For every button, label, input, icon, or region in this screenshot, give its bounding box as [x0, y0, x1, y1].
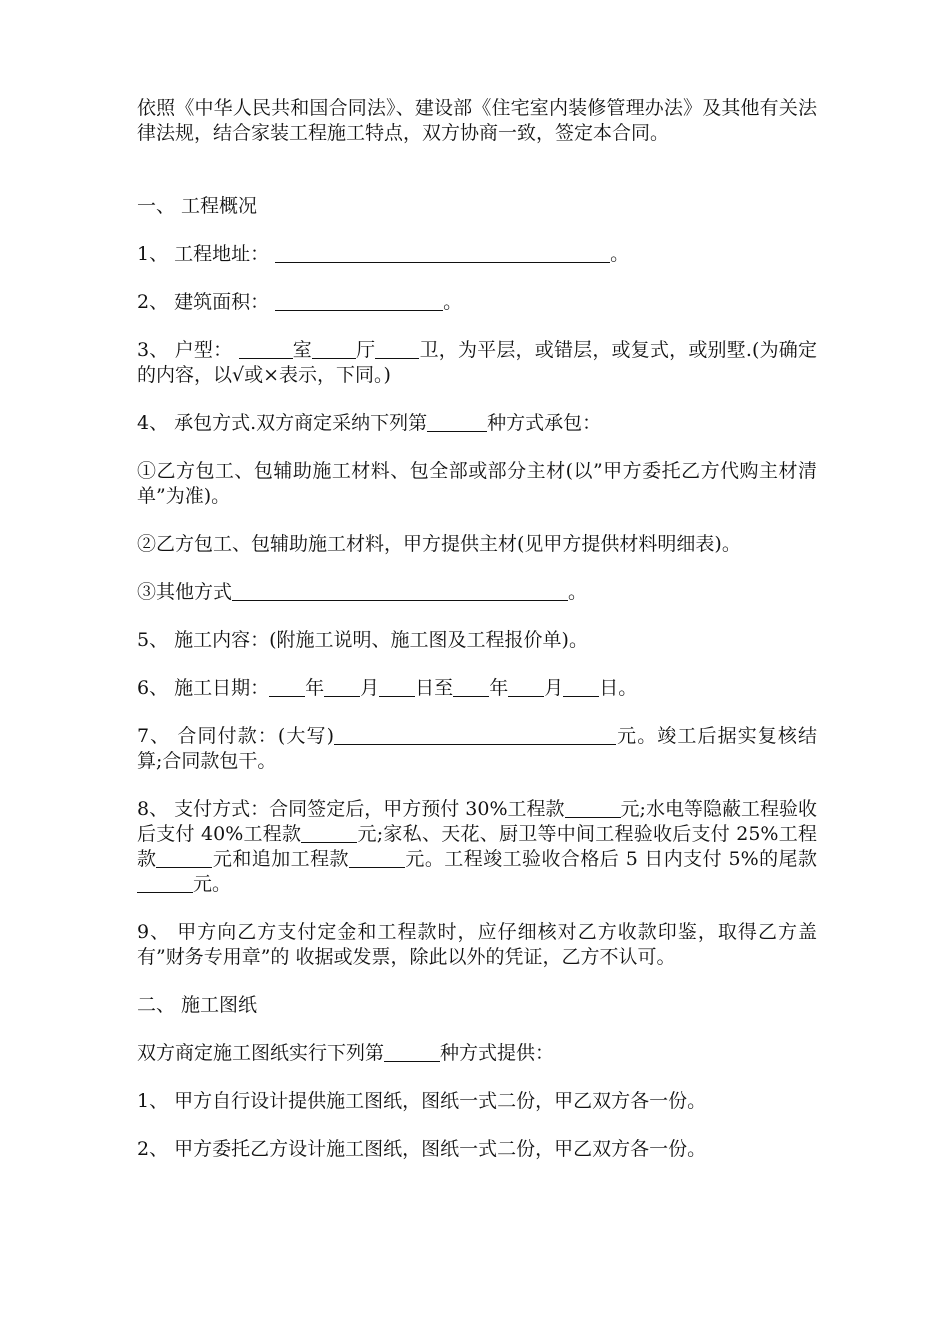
option-2: ②乙方包工、包辅助施工材料，甲方提供主材(见甲方提供材料明细表)。: [137, 533, 741, 555]
mode-blank[interactable]: [427, 412, 487, 432]
item8-payment-method: 8、 支付方式：合同签定后，甲方预付 30%工程款 元;水电等隐蔽工程验收后支付 40%工程款 元;家私、天花、厨卫等中间工程验收后支付 25%工程款 元和追加工程款 元。工程竣工验收合格后 5 日内支付 5%的尾款元。: [137, 798, 817, 895]
item3-layout: 3、 户型： 室 厅 卫，为平层，或错层，或复式，或别墅.(为确定的内容，以√或×表示，下同。): [137, 339, 817, 386]
item4-contract-mode: 4、 承包方式.双方商定采纳下列第 种方式承包：: [137, 412, 602, 434]
hidden-work-blank[interactable]: [301, 823, 357, 843]
area-blank[interactable]: [275, 291, 443, 311]
intro-paragraph: 依照《中华人民共和国合同法》、建设部《住宅室内装修管理办法》及其他有关法律法规，结合家装工程施工特点，双方协商一致，签定本合同。: [137, 97, 817, 144]
item2-area: 2、 建筑面积： 。: [137, 291, 463, 313]
final-payment-blank[interactable]: [137, 873, 193, 893]
section2-item2: 2、 甲方委托乙方设计施工图纸，图纸一式二份，甲乙双方各一份。: [137, 1138, 707, 1160]
section2-title: 二、 施工图纸: [137, 994, 258, 1016]
end-day-blank[interactable]: [563, 677, 599, 697]
contract-page: [137, 96, 817, 1185]
drawing-mode-blank[interactable]: [384, 1042, 440, 1062]
room-blank[interactable]: [239, 339, 293, 359]
start-day-blank[interactable]: [379, 677, 415, 697]
item6-dates: 6、 施工日期： 年 月 日至 年 月 日。: [137, 677, 638, 699]
extra-work-blank[interactable]: [349, 848, 405, 868]
item7-payment: 7、 合同付款：(大写) 元。竣工后据实复核结算;合同款包干。: [137, 725, 817, 772]
section2-intro: 双方商定施工图纸实行下列第 种方式提供：: [137, 1042, 555, 1064]
end-year-blank[interactable]: [453, 677, 489, 697]
mid-work-blank[interactable]: [156, 848, 212, 868]
other-mode-blank[interactable]: [232, 581, 568, 601]
prepay-blank[interactable]: [565, 798, 621, 818]
address-blank[interactable]: [275, 243, 610, 263]
option-1: ①乙方包工、包辅助施工材料、包全部或部分主材(以”甲方委托乙方代购主材清单”为准)。: [137, 460, 817, 507]
section2-item1: 1、 甲方自行设计提供施工图纸，图纸一式二份，甲乙双方各一份。: [137, 1090, 707, 1112]
item1-address: 1、 工程地址： 。: [137, 243, 630, 265]
item9-receipt: 9、 甲方向乙方支付定金和工程款时，应仔细核对乙方收款印鉴，取得乙方盖有”财务专用章”的 收据或发票，除此以外的凭证，乙方不认可。: [137, 921, 817, 968]
item5-content: 5、 施工内容：(附施工说明、施工图及工程报价单)。: [137, 629, 588, 651]
start-year-blank[interactable]: [269, 677, 305, 697]
bath-blank[interactable]: [375, 339, 419, 359]
section1-title: 一、 工程概况: [137, 195, 258, 217]
amount-blank[interactable]: [334, 725, 616, 745]
start-month-blank[interactable]: [324, 677, 360, 697]
end-month-blank[interactable]: [508, 677, 544, 697]
hall-blank[interactable]: [312, 339, 356, 359]
option-3: ③其他方式 。: [137, 581, 588, 603]
